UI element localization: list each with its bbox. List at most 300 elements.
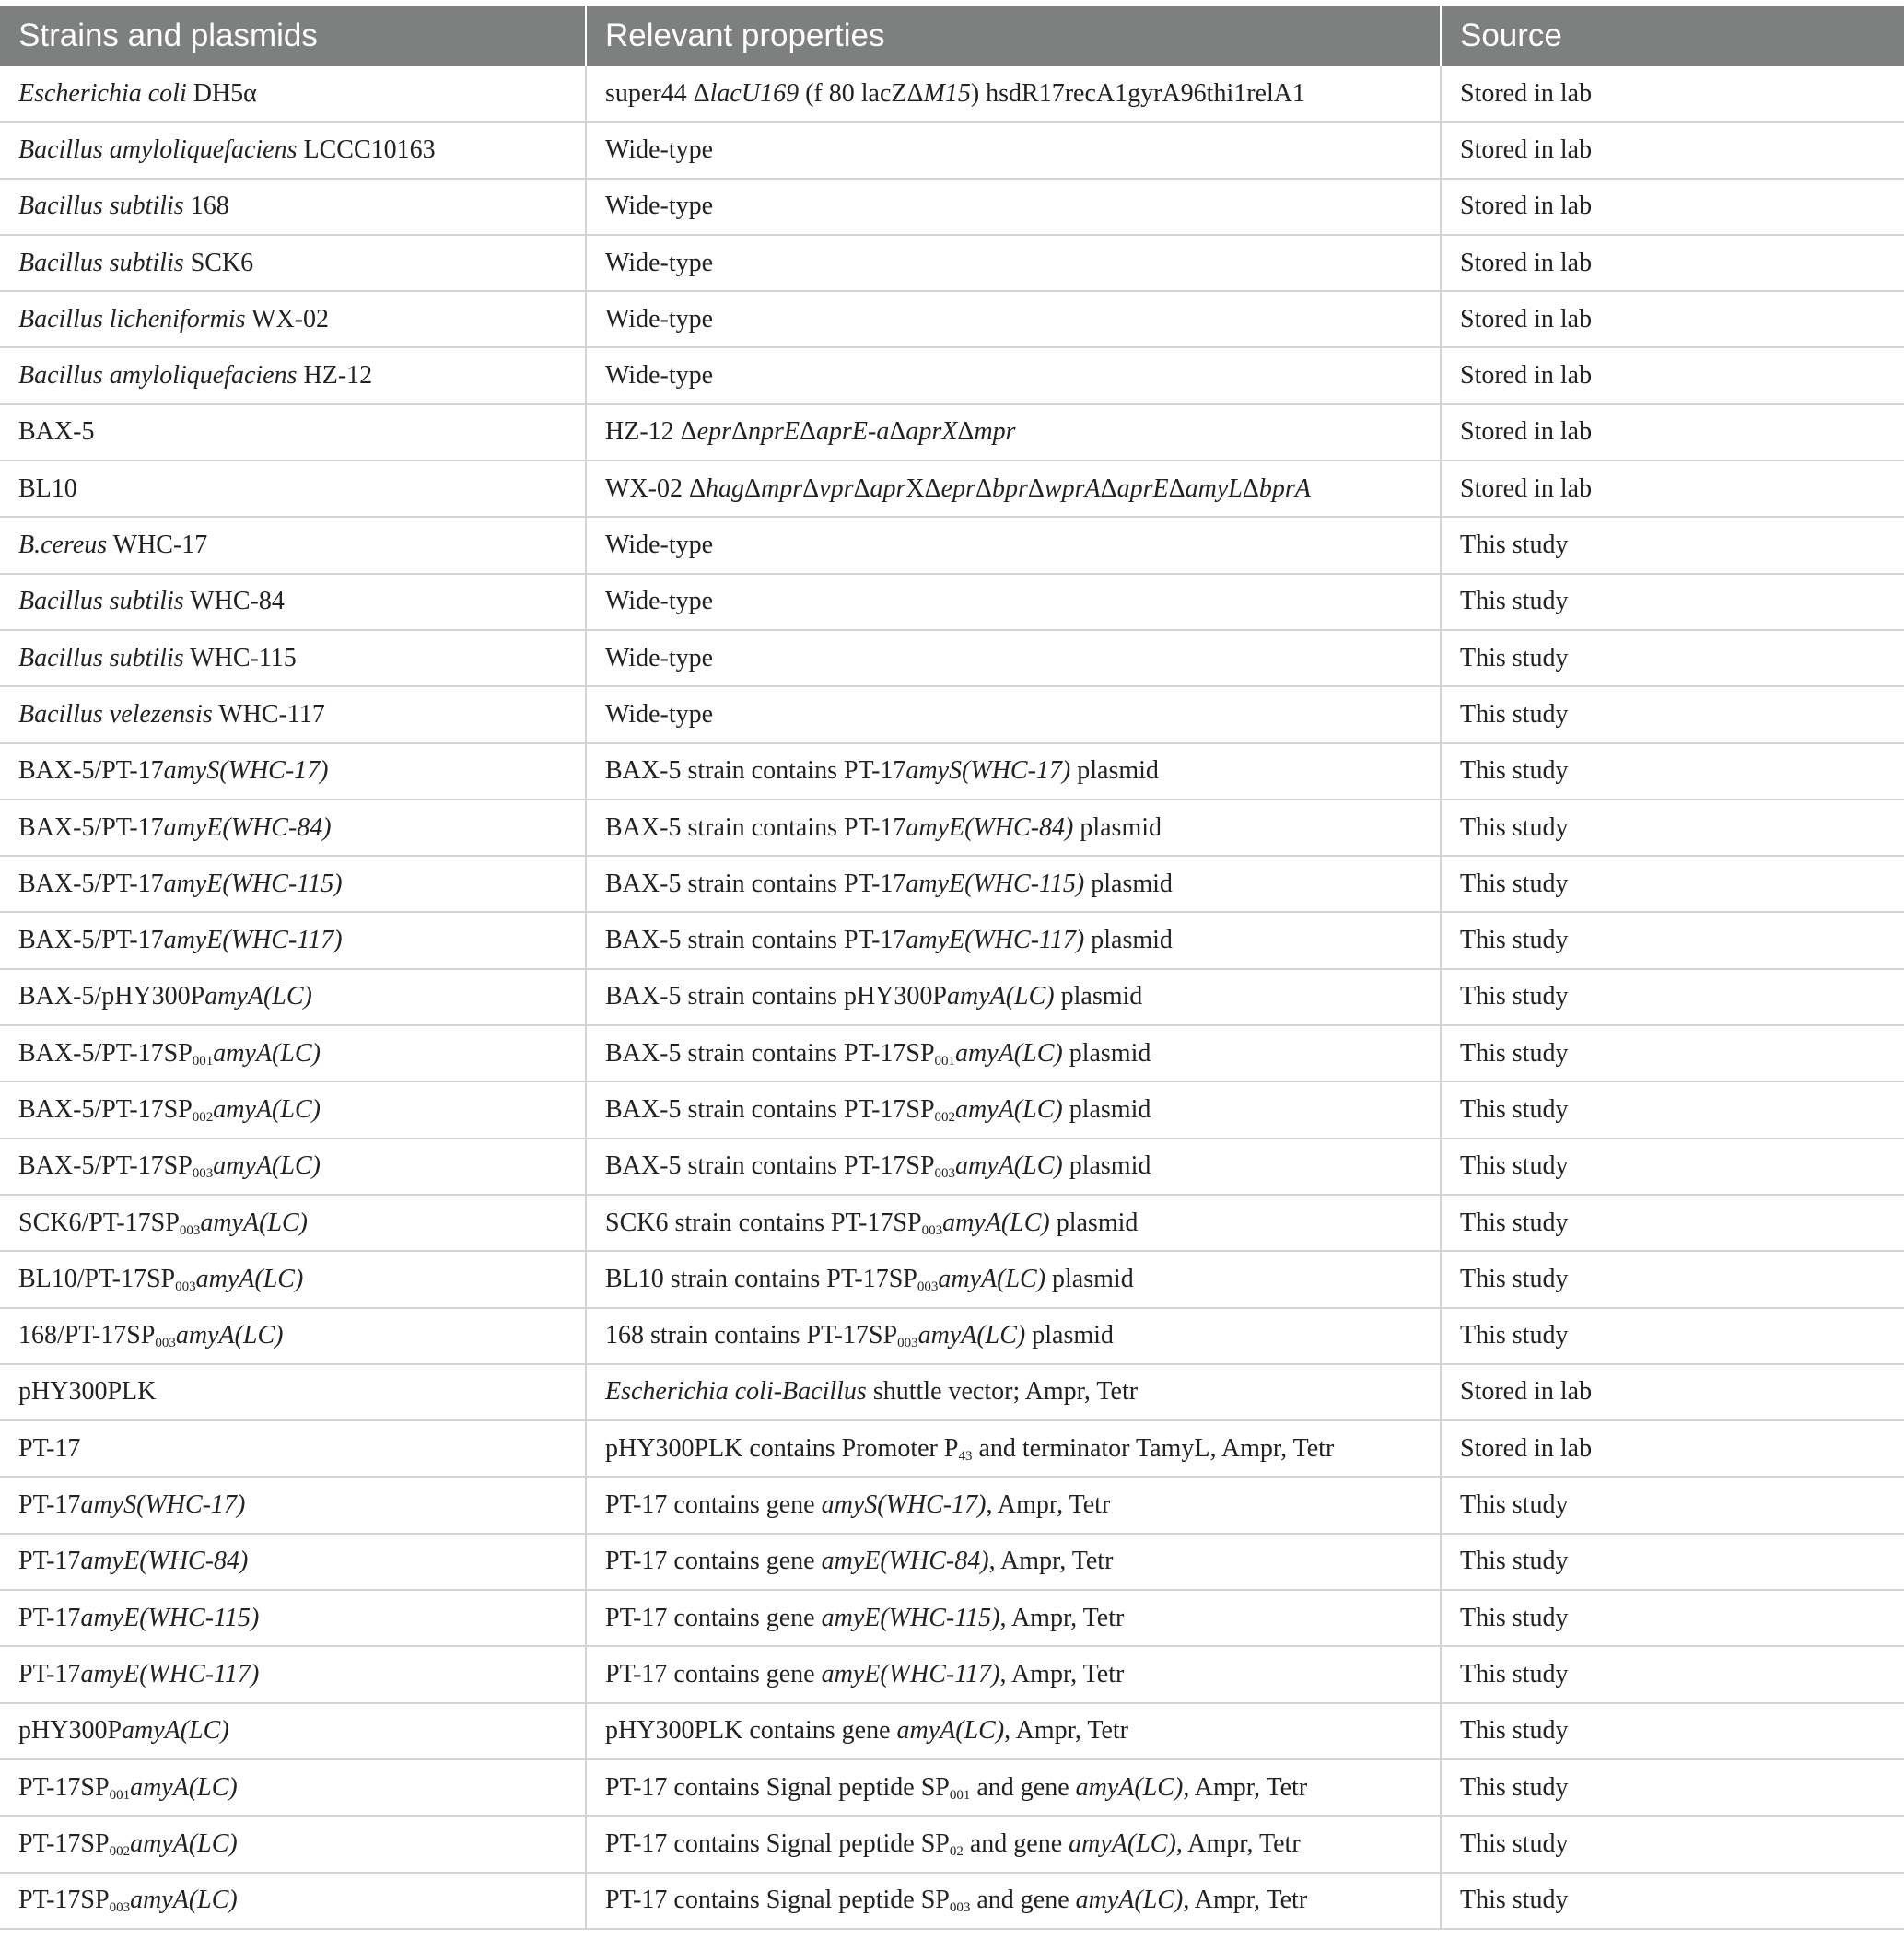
text-segment: PT-17 [18, 1603, 81, 1632]
text-segment: BAX-5 strain contains PT-17 [605, 812, 906, 842]
strain-name-cell [0, 1703, 586, 1759]
table-row [0, 1534, 1904, 1590]
strain-name-cell [0, 122, 586, 178]
text-segment: , Ampr, Tetr [1183, 1886, 1308, 1915]
italic-text: Escherichia coli [18, 78, 187, 108]
table-row [0, 1816, 1904, 1872]
text-segment: plasmid [1084, 869, 1173, 898]
strain-name-cell [0, 179, 586, 235]
text-segment: plasmid [1049, 1208, 1139, 1237]
text-segment: BAX-5/PT-17SP [18, 1151, 193, 1181]
strain-name-cell [0, 743, 586, 800]
relevant-properties-cell [586, 1251, 1441, 1307]
table-row [0, 1025, 1904, 1081]
table-row [0, 1251, 1904, 1307]
table-row [0, 856, 1904, 912]
text-segment: , Ampr, Tetr [999, 1659, 1125, 1688]
text-segment: Wide-type [605, 699, 714, 729]
italic-text: amyS(WHC-17) [905, 756, 1071, 786]
italic-text: amyA(LC) [1075, 1886, 1184, 1915]
table-row [0, 66, 1904, 122]
source-cell: This study [1441, 1703, 1904, 1759]
text-segment: PT-17 [18, 1547, 81, 1576]
header-strains: Strains and plasmids [0, 6, 586, 66]
text-segment: WX-02 [245, 304, 329, 333]
text-segment: , Ampr, Tetr [1175, 1828, 1301, 1858]
text-segment: pHY300PLK contains Promoter P [605, 1433, 959, 1463]
table-row [0, 912, 1904, 968]
italic-text: amyA(LC) [946, 982, 1055, 1011]
italic-text: bprA [1258, 473, 1311, 503]
italic-text: aprX [905, 417, 958, 447]
subscript: 003 [897, 1336, 918, 1351]
table-body [0, 66, 1904, 1929]
relevant-properties-cell [586, 1420, 1441, 1477]
text-segment: BL10 [18, 473, 77, 503]
italic-text: Bacillus licheniformis [18, 304, 246, 333]
subscript: 003 [917, 1279, 939, 1294]
italic-text: B.cereus [18, 531, 108, 560]
italic-text: amyE(WHC-117) [163, 926, 343, 955]
source-cell: This study [1441, 1759, 1904, 1816]
relevant-properties-cell [586, 969, 1441, 1025]
text-segment: plasmid [1062, 1094, 1151, 1124]
italic-text: bpr [991, 473, 1028, 503]
relevant-properties-cell [586, 856, 1441, 912]
relevant-properties-cell [586, 1477, 1441, 1533]
italic-text: amyE(WHC-117) [905, 926, 1085, 955]
text-segment: Δ [1168, 473, 1186, 503]
italic-text: amyA(LC) [955, 1094, 1063, 1124]
text-segment: Wide-type [605, 248, 714, 277]
text-segment: and gene [970, 1772, 1076, 1802]
text-segment: BAX-5/PT-17SP [18, 1094, 193, 1124]
text-segment: BAX-5 strain contains PT-17 [605, 869, 906, 898]
italic-text: amyA(LC) [204, 982, 312, 1011]
source-cell: This study [1441, 743, 1904, 800]
table-row [0, 122, 1904, 178]
subscript: 003 [175, 1279, 196, 1294]
table-row [0, 1139, 1904, 1195]
text-segment: BAX-5 strain contains PT-17SP [605, 1038, 935, 1068]
source-cell: This study [1441, 856, 1904, 912]
source-cell: This study [1441, 1816, 1904, 1872]
text-segment: Δ [853, 473, 870, 503]
text-segment: 168 strain contains PT-17SP [605, 1321, 898, 1350]
relevant-properties-cell [586, 291, 1441, 347]
text-segment: Δ [730, 417, 748, 447]
text-segment: WX-02 Δ [605, 473, 706, 503]
strain-name-cell [0, 1477, 586, 1533]
strain-name-cell [0, 1081, 586, 1138]
italic-text: Bacillus subtilis [18, 587, 184, 616]
italic-text: amyA(LC) [130, 1772, 238, 1802]
relevant-properties-cell [586, 800, 1441, 856]
text-segment: Wide-type [605, 361, 714, 391]
text-segment: PT-17 contains Signal peptide SP [605, 1886, 950, 1915]
text-segment: Δ [1242, 473, 1259, 503]
italic-text: amyE(WHC-115) [821, 1603, 1000, 1632]
text-segment: PT-17SP [18, 1886, 110, 1915]
text-segment: LCCC10163 [297, 134, 436, 164]
subscript: 43 [958, 1448, 973, 1464]
text-segment: BAX-5 strain contains PT-17SP [605, 1151, 935, 1181]
italic-text: vpr [819, 473, 854, 503]
text-segment: pHY300P [18, 1716, 123, 1746]
header-row [0, 6, 1904, 66]
italic-text: amyS(WHC-17) [80, 1490, 246, 1520]
text-segment: WHC-115 [183, 643, 297, 672]
text-segment: BL10 strain contains PT-17SP [605, 1264, 917, 1293]
italic-text: amyA(LC) [1069, 1828, 1176, 1858]
table-row [0, 1420, 1904, 1477]
relevant-properties-cell [586, 574, 1441, 630]
source-cell: Stored in lab [1441, 347, 1904, 403]
text-segment: shuttle vector; Ampr, Tetr [866, 1377, 1139, 1407]
text-segment: Δ [1027, 473, 1045, 503]
text-segment: PT-17 contains gene [605, 1659, 822, 1688]
italic-text: amyA(LC) [213, 1151, 321, 1181]
strain-name-cell [0, 856, 586, 912]
source-cell: This study [1441, 517, 1904, 573]
italic-text: amyA(LC) [955, 1151, 1063, 1181]
source-cell: This study [1441, 800, 1904, 856]
text-segment: plasmid [1045, 1264, 1134, 1293]
table-row [0, 630, 1904, 686]
text-segment: PT-17 contains Signal peptide SP [605, 1772, 950, 1802]
italic-text: amyA(LC) [213, 1038, 321, 1068]
italic-text: aprE-a [816, 417, 890, 447]
text-segment: BAX-5 strain contains PT-17 [605, 756, 906, 786]
relevant-properties-cell [586, 743, 1441, 800]
italic-text: amyE(WHC-115) [905, 869, 1085, 898]
strain-name-cell [0, 1590, 586, 1646]
italic-text: epr [696, 417, 731, 447]
source-cell: This study [1441, 1308, 1904, 1364]
source-cell: Stored in lab [1441, 461, 1904, 517]
text-segment: SCK6 strain contains PT-17SP [605, 1208, 922, 1237]
relevant-properties-cell [586, 347, 1441, 403]
text-segment: BAX-5/PT-17 [18, 812, 164, 842]
text-segment: Wide-type [605, 531, 714, 560]
text-segment: plasmid [1054, 982, 1143, 1011]
table-row [0, 686, 1904, 742]
text-segment: BAX-5/PT-17SP [18, 1038, 193, 1068]
relevant-properties-cell [586, 1534, 1441, 1590]
italic-text: Bacillus subtilis [18, 192, 184, 221]
text-segment: Wide-type [605, 134, 714, 164]
strain-name-cell [0, 235, 586, 291]
subscript: 001 [934, 1053, 956, 1069]
text-segment: Δ [975, 473, 992, 503]
source-cell: Stored in lab [1441, 235, 1904, 291]
text-segment: and gene [970, 1886, 1076, 1915]
italic-text: M15 [923, 78, 971, 108]
text-segment: BAX-5/PT-17 [18, 756, 164, 786]
relevant-properties-cell [586, 1139, 1441, 1195]
italic-text: amyS(WHC-17) [821, 1490, 987, 1520]
relevant-properties-cell [586, 1873, 1441, 1929]
relevant-properties-cell [586, 1081, 1441, 1138]
text-segment: BAX-5 strain contains PT-17SP [605, 1094, 935, 1124]
source-cell: This study [1441, 1646, 1904, 1702]
strain-name-cell [0, 1534, 586, 1590]
relevant-properties-cell [586, 1308, 1441, 1364]
text-segment: PT-17SP [18, 1772, 110, 1802]
table-row [0, 1759, 1904, 1816]
source-cell: This study [1441, 1477, 1904, 1533]
text-segment: BAX-5/PT-17 [18, 869, 164, 898]
italic-text: amyA(LC) [175, 1321, 284, 1350]
source-cell: Stored in lab [1441, 122, 1904, 178]
text-segment: PT-17 [18, 1490, 81, 1520]
table-row [0, 291, 1904, 347]
table-row [0, 517, 1904, 573]
italic-text: Bacillus amyloliquefaciens [18, 361, 298, 391]
subscript: 001 [192, 1053, 214, 1069]
relevant-properties-cell [586, 461, 1441, 517]
strain-name-cell [0, 1364, 586, 1420]
table-row [0, 1646, 1904, 1702]
source-cell: This study [1441, 1195, 1904, 1251]
subscript: 002 [934, 1109, 956, 1125]
italic-text: amyE(WHC-117) [80, 1659, 260, 1688]
source-cell: Stored in lab [1441, 404, 1904, 461]
table-row [0, 969, 1904, 1025]
source-cell: This study [1441, 1025, 1904, 1081]
italic-text: amyE(WHC-84) [163, 812, 332, 842]
strain-name-cell [0, 461, 586, 517]
text-segment: BAX-5/pHY300P [18, 982, 205, 1011]
relevant-properties-cell [586, 404, 1441, 461]
source-cell: This study [1441, 1139, 1904, 1195]
subscript: 003 [934, 1166, 956, 1182]
table-row [0, 1477, 1904, 1533]
strain-name-cell [0, 1759, 586, 1816]
source-cell: This study [1441, 574, 1904, 630]
strain-name-cell [0, 630, 586, 686]
text-segment: PT-17 [18, 1659, 81, 1688]
text-segment: ) hsdR17recA1gyrA96thi1relA1 [970, 78, 1305, 108]
table-row [0, 574, 1904, 630]
text-segment: PT-17 contains gene [605, 1490, 822, 1520]
text-segment: BAX-5 strain contains PT-17 [605, 926, 906, 955]
text-segment: pHY300PLK contains gene [605, 1716, 897, 1746]
text-segment: Δ [743, 473, 761, 503]
table-row [0, 461, 1904, 517]
subscript: 003 [109, 1900, 131, 1916]
source-cell: Stored in lab [1441, 1364, 1904, 1420]
table-row [0, 404, 1904, 461]
text-segment: PT-17 [18, 1433, 81, 1463]
italic-text: amyA(LC) [213, 1094, 321, 1124]
subscript: 003 [179, 1222, 201, 1238]
italic-text: mpr [761, 473, 803, 503]
relevant-properties-cell [586, 1759, 1441, 1816]
italic-text: Bacillus subtilis [18, 248, 184, 277]
header-source: Source [1441, 6, 1904, 66]
table-row [0, 1308, 1904, 1364]
italic-text: amyA(LC) [917, 1321, 1026, 1350]
italic-text: amyA(LC) [195, 1264, 304, 1293]
text-segment: , Ampr, Tetr [999, 1603, 1125, 1632]
table-row [0, 800, 1904, 856]
italic-text: wprA [1044, 473, 1101, 503]
table-row [0, 1590, 1904, 1646]
table-row [0, 179, 1904, 235]
subscript: 003 [949, 1900, 971, 1916]
strain-name-cell [0, 1816, 586, 1872]
text-segment: Wide-type [605, 304, 714, 333]
source-cell: Stored in lab [1441, 291, 1904, 347]
table-header [0, 6, 1904, 66]
table-row [0, 1364, 1904, 1420]
source-cell: This study [1441, 969, 1904, 1025]
italic-text: amyA(LC) [896, 1716, 1005, 1746]
text-segment: super44 Δ [605, 78, 710, 108]
relevant-properties-cell [586, 686, 1441, 742]
italic-text: amyA(LC) [130, 1886, 238, 1915]
relevant-properties-cell [586, 517, 1441, 573]
italic-text: Escherichia coli-Bacillus [605, 1377, 867, 1407]
italic-text: Bacillus amyloliquefaciens [18, 134, 298, 164]
strain-name-cell [0, 1251, 586, 1307]
text-segment: PT-17SP [18, 1828, 110, 1858]
strain-name-cell [0, 1195, 586, 1251]
table-row [0, 1873, 1904, 1929]
text-segment: PT-17 contains gene [605, 1603, 822, 1632]
relevant-properties-cell [586, 122, 1441, 178]
text-segment: plasmid [1025, 1321, 1114, 1350]
text-segment: Δ [802, 473, 820, 503]
subscript: 003 [192, 1166, 214, 1182]
source-cell: This study [1441, 1590, 1904, 1646]
text-segment: PT-17 contains gene [605, 1547, 822, 1576]
header-properties: Relevant properties [586, 6, 1441, 66]
table-row [0, 347, 1904, 403]
italic-text: hag [705, 473, 744, 503]
source-cell: Stored in lab [1441, 1420, 1904, 1477]
strain-name-cell [0, 66, 586, 122]
text-segment: 168 [183, 192, 229, 221]
relevant-properties-cell [586, 235, 1441, 291]
subscript: 001 [949, 1787, 971, 1803]
italic-text: nprE [748, 417, 800, 447]
table-row [0, 743, 1904, 800]
relevant-properties-cell [586, 1646, 1441, 1702]
subscript: 003 [155, 1336, 176, 1351]
relevant-properties-cell [586, 630, 1441, 686]
italic-text: lacU169 [709, 78, 800, 108]
text-segment: WHC-84 [183, 587, 285, 616]
text-segment: Wide-type [605, 587, 714, 616]
italic-text: amyE(WHC-115) [163, 869, 343, 898]
italic-text: amyE(WHC-84) [905, 812, 1074, 842]
strain-name-cell [0, 291, 586, 347]
subscript: 002 [192, 1109, 214, 1125]
table-row [0, 1081, 1904, 1138]
text-segment: Δ [957, 417, 975, 447]
strain-name-cell [0, 1308, 586, 1364]
source-cell: This study [1441, 1081, 1904, 1138]
subscript: 003 [921, 1222, 943, 1238]
text-segment: WHC-17 [107, 531, 208, 560]
table-row [0, 1195, 1904, 1251]
source-cell: This study [1441, 1251, 1904, 1307]
source-cell: Stored in lab [1441, 66, 1904, 122]
relevant-properties-cell [586, 1816, 1441, 1872]
italic-text: amyE(WHC-117) [821, 1659, 1000, 1688]
text-segment: HZ-12 [297, 361, 373, 391]
strain-name-cell [0, 912, 586, 968]
italic-text: amyA(LC) [955, 1038, 1063, 1068]
text-segment: plasmid [1073, 812, 1162, 842]
text-segment: Wide-type [605, 643, 714, 672]
relevant-properties-cell [586, 66, 1441, 122]
italic-text: amyA(LC) [130, 1828, 238, 1858]
text-segment: SCK6 [183, 248, 254, 277]
italic-text: amyA(LC) [938, 1264, 1046, 1293]
subscript: 02 [949, 1843, 964, 1859]
relevant-properties-cell [586, 1364, 1441, 1420]
italic-text: amyS(WHC-17) [163, 756, 329, 786]
italic-text: apr [870, 473, 906, 503]
source-cell: This study [1441, 1534, 1904, 1590]
text-segment: Wide-type [605, 192, 714, 221]
text-segment: PT-17 contains Signal peptide SP [605, 1828, 950, 1858]
text-segment: plasmid [1084, 926, 1173, 955]
relevant-properties-cell [586, 179, 1441, 235]
text-segment: BAX-5 strain contains pHY300P [605, 982, 947, 1011]
text-segment: SCK6/PT-17SP [18, 1208, 180, 1237]
subscript: 002 [109, 1843, 131, 1859]
strain-name-cell [0, 1873, 586, 1929]
relevant-properties-cell [586, 912, 1441, 968]
text-segment: plasmid [1062, 1151, 1151, 1181]
strain-name-cell [0, 1139, 586, 1195]
text-segment: Δ [1100, 473, 1117, 503]
strain-name-cell [0, 969, 586, 1025]
strain-name-cell [0, 686, 586, 742]
italic-text: amyE(WHC-84) [80, 1547, 249, 1576]
strain-name-cell [0, 347, 586, 403]
text-segment: WHC-117 [212, 699, 325, 729]
strain-name-cell [0, 574, 586, 630]
italic-text: Bacillus subtilis [18, 643, 184, 672]
subscript: 001 [109, 1787, 131, 1803]
text-segment: (f 80 lacZΔ [799, 78, 924, 108]
strain-name-cell [0, 800, 586, 856]
text-segment: HZ-12 Δ [605, 417, 697, 447]
text-segment: DH5α [186, 78, 257, 108]
relevant-properties-cell [586, 1590, 1441, 1646]
text-segment: 168/PT-17SP [18, 1321, 156, 1350]
text-segment: BAX-5/PT-17 [18, 926, 164, 955]
text-segment: , Ampr, Tetr [1004, 1716, 1129, 1746]
text-segment: BAX-5 [18, 417, 95, 447]
source-cell: This study [1441, 912, 1904, 968]
strain-name-cell [0, 1025, 586, 1081]
italic-text: epr [940, 473, 975, 503]
text-segment: BL10/PT-17SP [18, 1264, 176, 1293]
relevant-properties-cell [586, 1195, 1441, 1251]
text-segment: , Ampr, Tetr [1183, 1772, 1308, 1802]
text-segment: , Ampr, Tetr [986, 1490, 1111, 1520]
strain-name-cell [0, 517, 586, 573]
text-segment: pHY300PLK [18, 1377, 157, 1407]
text-segment: Δ [889, 417, 906, 447]
italic-text: amyE(WHC-115) [80, 1603, 260, 1632]
